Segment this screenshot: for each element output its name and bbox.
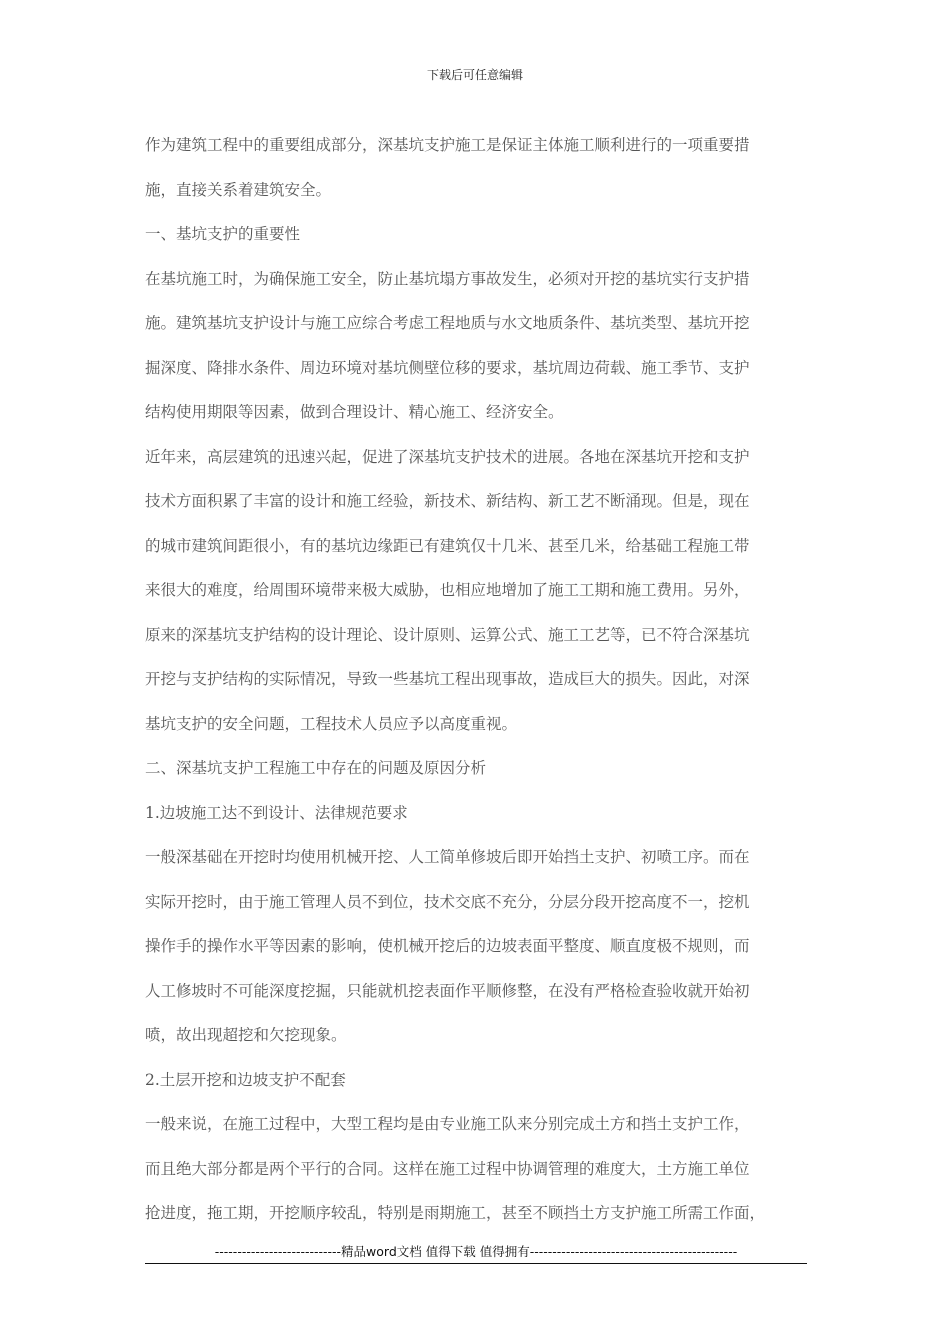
text-line: 原来的深基坑支护结构的设计理论、设计原则、运算公式、施工工艺等，已不符合深基坑: [145, 625, 750, 644]
text-line: 基坑支护的安全问题，工程技术人员应予以高度重视。: [145, 714, 518, 733]
body-text: [145, 123, 807, 1236]
subsection-heading: 2.土层开挖和边坡支护不配套: [145, 1070, 346, 1089]
text-line: 开挖与支护结构的实际情况，导致一些基坑工程出现事故，造成巨大的损失。因此，对深: [145, 670, 750, 688]
text-line: 掘深度、降排水条件、周边环境对基坑侧壁位移的要求，基坑周边荷载、施工季节、支护: [145, 358, 750, 377]
text-line: 施。建筑基坑支护设计与施工应综合考虑工程地质与水文地质条件、基坑类型、基坑开挖: [145, 314, 750, 332]
text-line: 结构使用期限等因素，做到合理设计、精心施工、经济安全。: [145, 403, 564, 421]
text-line: 作为建筑工程中的重要组成部分，深基坑支护施工是保证主体施工顺利进行的一项重要措: [145, 136, 750, 154]
text-line: 在基坑施工时，为确保施工安全，防止基坑塌方事故发生，必须对开挖的基坑实行支护措: [145, 269, 750, 288]
text-line: 近年来，高层建筑的迅速兴起，促进了深基坑支护技术的进展。各地在深基坑开挖和支护: [145, 447, 750, 466]
page-footer: ----------------------------精品word文档 值得下载 值得拥有----------------------------------------------: [214, 1244, 738, 1259]
text-line: 抢进度，拖工期，开挖顺序较乱，特别是雨期施工，甚至不顾挡土方支护施工所需工作面，: [145, 1204, 766, 1222]
section-heading: 一、基坑支护的重要性: [145, 225, 301, 243]
footer-rule: [145, 1263, 807, 1264]
text-line: 施，直接关系着建筑安全。: [145, 180, 332, 199]
text-line: 实际开挖时，由于施工管理人员不到位，技术交底不充分，分层分段开挖高度不一，挖机: [145, 892, 750, 911]
section-heading: 二、深基坑支护工程施工中存在的问题及原因分析: [145, 759, 487, 777]
page-header: 下载后可任意编辑: [426, 68, 523, 82]
text-line: 而且绝大部分都是两个平行的合同。这样在施工过程中协调管理的难度大，土方施工单位: [145, 1159, 750, 1178]
text-line: 人工修坡时不可能深度挖掘，只能就机挖表面作平顺修整，在没有严格检查验收就开始初: [145, 981, 750, 1000]
subsection-heading: 1.边坡施工达不到设计、法律规范要求: [145, 803, 408, 822]
text-line: 喷，故出现超挖和欠挖现象。: [145, 1026, 347, 1044]
text-line: 技术方面积累了丰富的设计和施工经验，新技术、新结构、新工艺不断涌现。但是，现在: [145, 492, 750, 510]
text-line: 一般深基础在开挖时均使用机械开挖、人工简单修坡后即开始挡土支护、初喷工序。而在: [145, 848, 750, 866]
text-line: 来很大的难度，给周围环境带来极大威胁，也相应地增加了施工工期和施工费用。另外，: [145, 581, 750, 599]
text-line: 的城市建筑间距很小，有的基坑边缘距已有建筑仅十几米、甚至几米，给基础工程施工带: [145, 536, 750, 555]
text-line: 一般来说，在施工过程中，大型工程均是由专业施工队来分别完成土方和挡土支护工作，: [145, 1115, 750, 1133]
text-line: 操作手的操作水平等因素的影响，使机械开挖后的边坡表面平整度、顺直度极不规则，而: [145, 937, 750, 955]
